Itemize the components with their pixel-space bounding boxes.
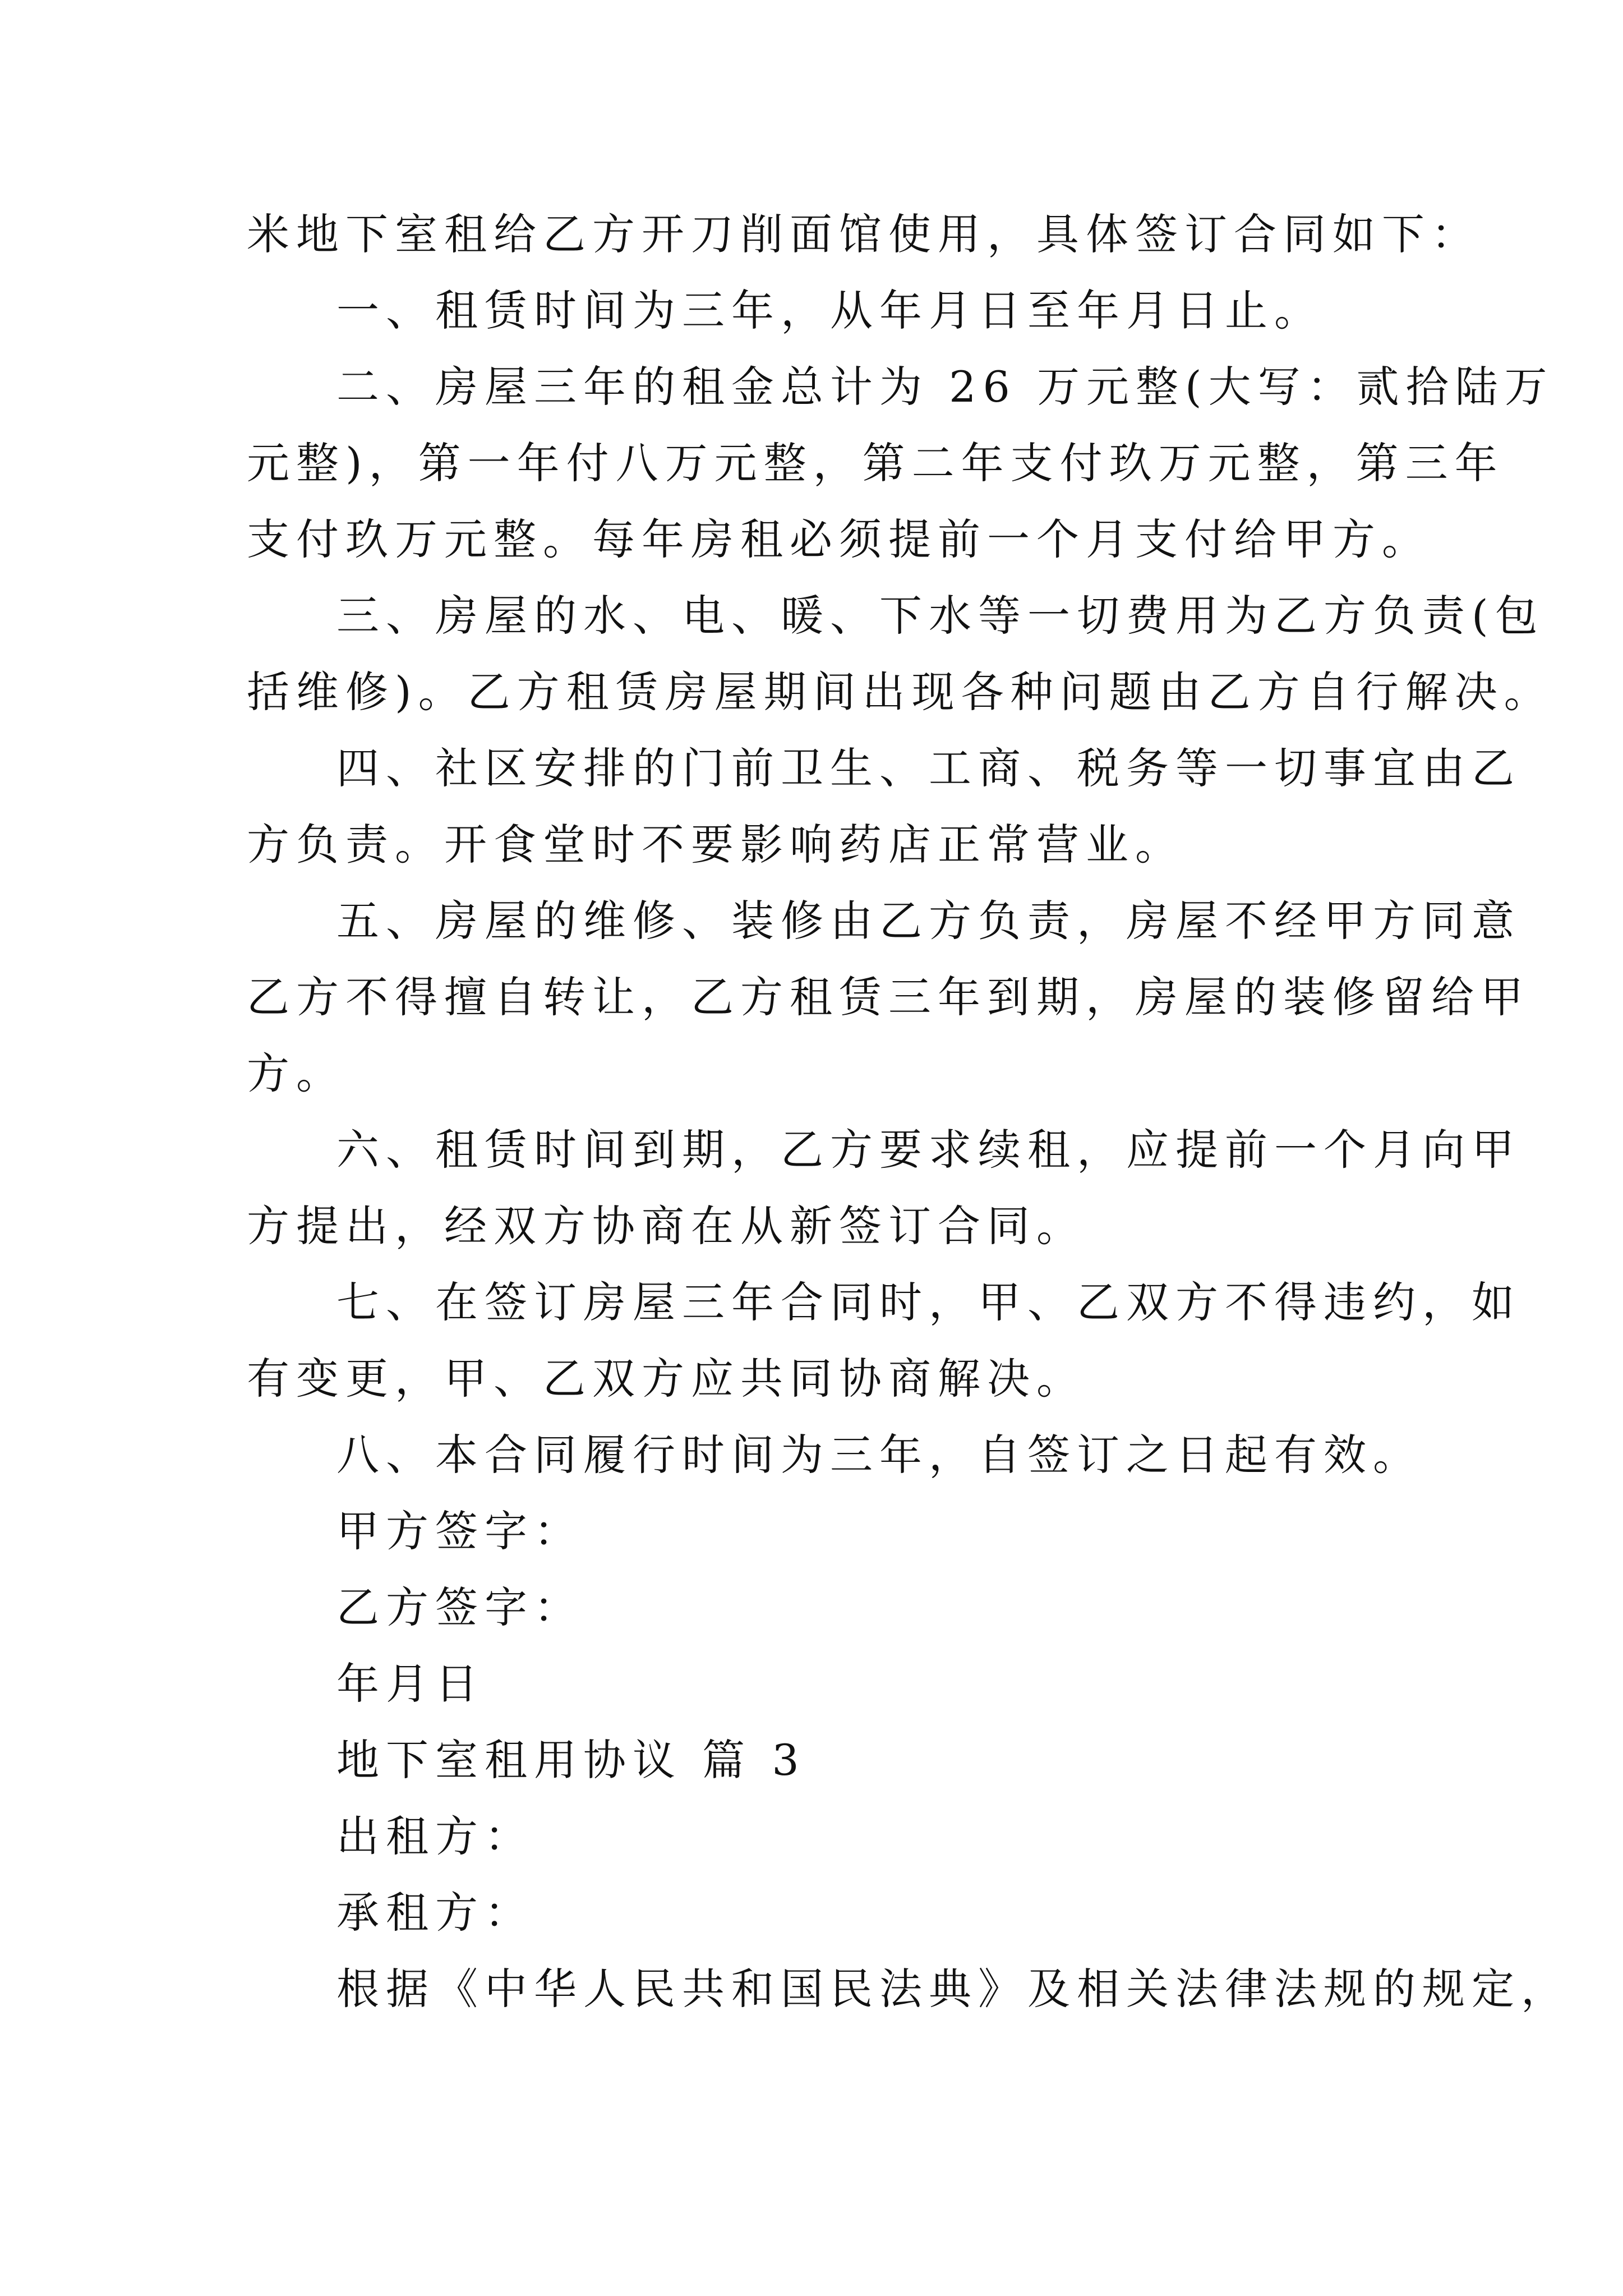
- text-line: 有变更，甲、乙双方应共同协商解决。: [247, 1354, 1086, 1404]
- clause-2: 二、房屋三年的租金总计为 26 万元整(大写：贰拾陆万: [336, 362, 1554, 412]
- text-line: 方负责。开食堂时不要影响药店正常营业。: [247, 820, 1184, 869]
- party-b-signature: 乙方签字：: [336, 1582, 583, 1632]
- clause-6: 六、租赁时间到期，乙方要求续租，应提前一个月向甲: [336, 1125, 1521, 1175]
- clause-5: 五、房屋的维修、装修由乙方负责，房屋不经甲方同意: [336, 896, 1521, 946]
- section-title: 地下室租用协议 篇 3: [336, 1735, 806, 1785]
- clause-7: 七、在签订房屋三年合同时，甲、乙双方不得违约，如: [336, 1277, 1521, 1327]
- clause-1: 一、租赁时间为三年，从年月日至年月日止。: [336, 286, 1324, 335]
- date-line: 年月日: [336, 1659, 485, 1709]
- lessor-line: 出租方：: [336, 1811, 534, 1861]
- text-line: 元整)，第一年付八万元整，第二年支付玖万元整，第三年: [247, 438, 1504, 488]
- clause-3: 三、房屋的水、电、暖、下水等一切费用为乙方负责(包: [336, 591, 1544, 641]
- party-a-signature: 甲方签字：: [336, 1506, 583, 1556]
- lessee-line: 承租方：: [336, 1888, 534, 1938]
- text-line: 米地下室租给乙方开刀削面馆使用，具体签订合同如下：: [247, 209, 1481, 259]
- text-line: 乙方不得擅自转让，乙方租赁三年到期，房屋的装修留给甲: [247, 972, 1530, 1022]
- document-body: [247, 196, 1570, 2027]
- clause-4: 四、社区安排的门前卫生、工商、税务等一切事宜由乙: [336, 743, 1521, 793]
- text-line: 支付玖万元整。每年房租必须提前一个月支付给甲方。: [247, 514, 1431, 564]
- text-line: 方提出，经双方协商在从新签订合同。: [247, 1201, 1086, 1251]
- text-line: 根据《中华人民共和国民法典》及相关法律法规的规定，: [336, 1964, 1570, 2014]
- text-line: 括维修)。乙方租赁房屋期间出现各种问题由乙方自行解决。: [247, 667, 1553, 717]
- text-line: 方。: [247, 1048, 345, 1098]
- clause-8: 八、本合同履行时间为三年，自签订之日起有效。: [336, 1430, 1422, 1480]
